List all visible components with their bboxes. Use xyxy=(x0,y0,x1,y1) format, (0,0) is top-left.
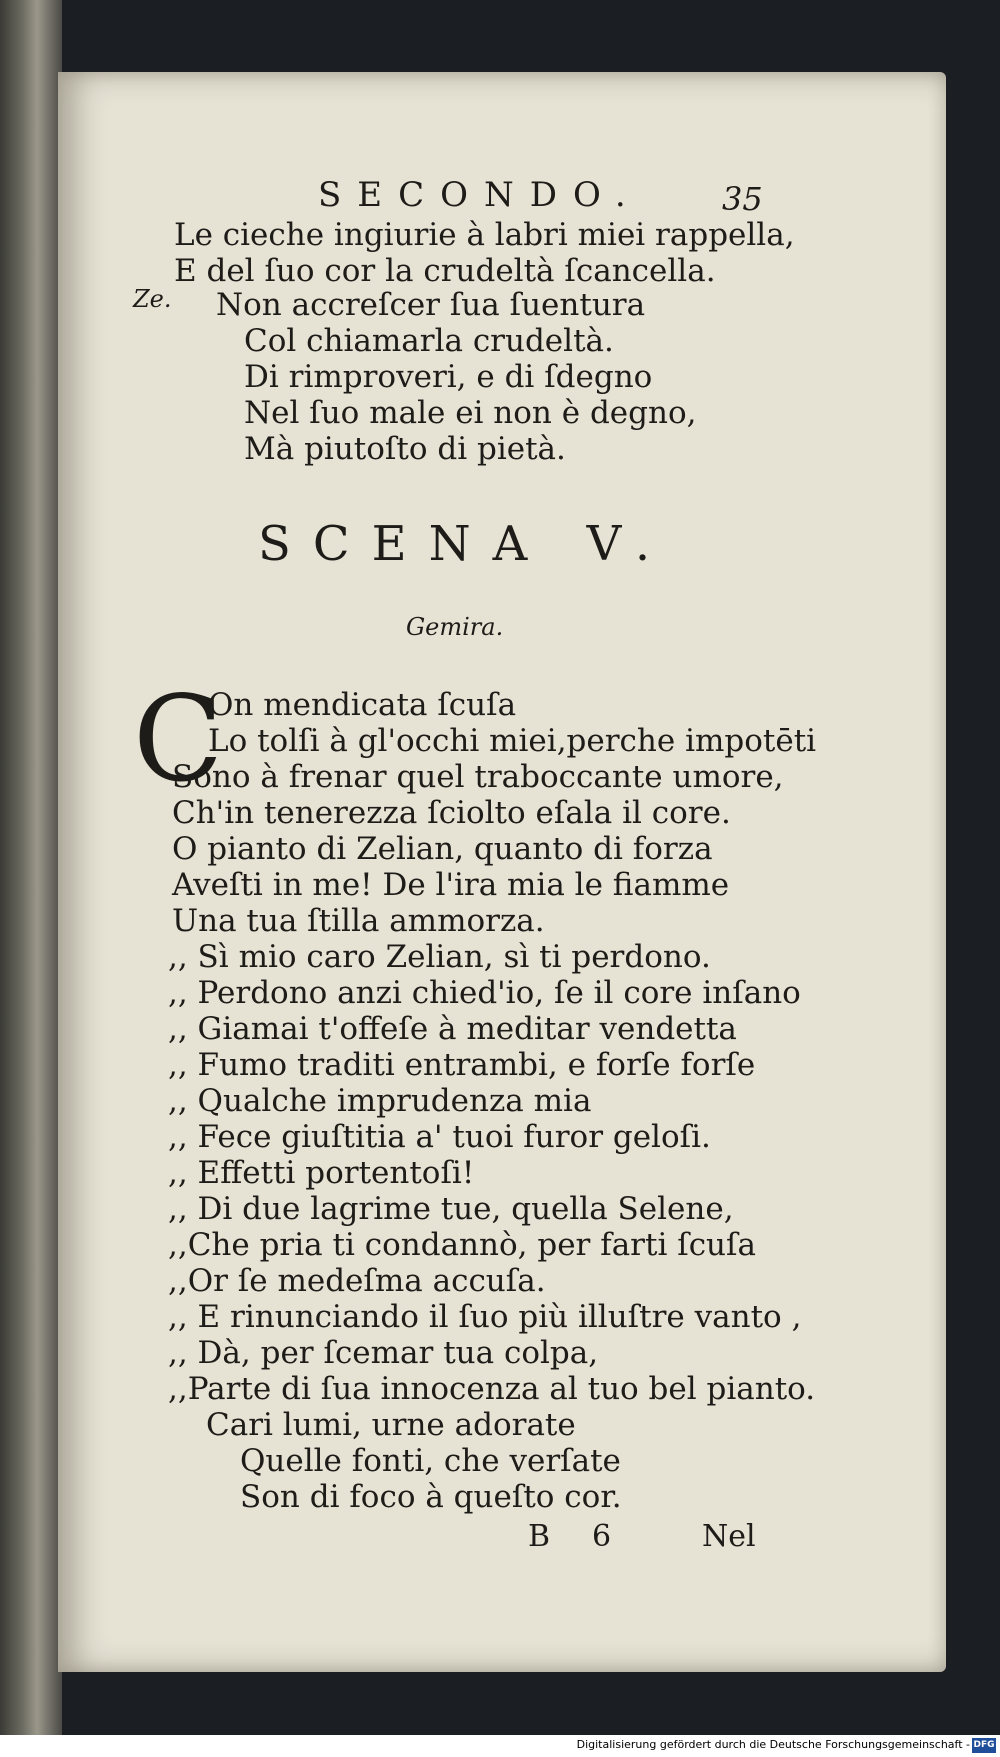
book-spine-edge xyxy=(0,0,62,1757)
page-number: 35 xyxy=(722,180,763,218)
verse-line: ,, Dà, per ſcemar tua colpa, xyxy=(168,1335,599,1371)
verse-line: Non accreſcer ſua ſuentura xyxy=(216,287,646,323)
verse-line: Di rimproveri, e di ſdegno xyxy=(244,359,653,395)
verse-line: Sono à frenar quel traboccante umore, xyxy=(172,759,784,795)
verse-line: ,, Qualche imprudenza mia xyxy=(168,1083,592,1119)
verse-line: Lo tolſi à gl'occhi miei,perche impotēti xyxy=(208,723,817,759)
verse-line: Ch'in tenerezza ſciolto eſala il core. xyxy=(172,795,731,831)
verse-line: Quelle fonti, che verſate xyxy=(240,1443,621,1479)
verse-line: Una tua ſtilla ammorza. xyxy=(172,903,545,939)
footer-credit: Digitalisierung gefördert durch die Deutsche Forschungsgemeinschaft - xyxy=(576,1738,970,1751)
verse-line: Cari lumi, urne adorate xyxy=(206,1407,576,1443)
verse-line: ,,Che pria ti condannò, per farti ſcuſa xyxy=(168,1227,756,1263)
verse-line: ,, E rinunciando il ſuo più illuſtre vanto , xyxy=(168,1299,802,1335)
verse-line: Le cieche ingiurie à labri miei rappella, xyxy=(174,217,795,253)
verse-line: ,, Fece giuſtitia a' tuoi furor geloſi. xyxy=(168,1119,711,1155)
running-head: SECONDO. xyxy=(318,175,642,215)
verse-line: Son di foco à queſto cor. xyxy=(240,1479,622,1515)
character-name: Gemira. xyxy=(406,613,504,641)
footer-bar xyxy=(0,1735,1000,1757)
verse-line: Mà piutoſto di pietà. xyxy=(244,431,566,467)
verse-line: Nel ſuo male ei non è degno, xyxy=(244,395,697,431)
verse-line: ,, Fumo traditi entrambi, e forſe forſe xyxy=(168,1047,756,1083)
catchword: Nel xyxy=(702,1519,756,1554)
signature-number: 6 xyxy=(592,1519,612,1554)
verse-line: ,, Giamai t'offeſe à meditar vendetta xyxy=(168,1011,737,1047)
verse-line: ,, Effetti portentoſi! xyxy=(168,1155,475,1191)
verse-line: ,, Perdono anzi chied'io, ſe il core inſano xyxy=(168,975,801,1011)
verse-line: ,, Sì mio caro Zelian, sì ti perdono. xyxy=(168,939,711,975)
verse-line: Aveſti in me! De l'ira mia le fiamme xyxy=(172,867,730,903)
verse-line: ,,Parte di ſua innocenza al tuo bel pianto. xyxy=(168,1371,816,1407)
speaker-label: Ze. xyxy=(133,285,172,313)
signature-mark: B xyxy=(528,1519,551,1554)
verse-line: O pianto di Zelian, quanto di forza xyxy=(172,831,713,867)
dfg-logo: DFG xyxy=(972,1738,996,1753)
verse-line: Col chiamarla crudeltà. xyxy=(244,323,614,359)
verse-line: ,,Or ſe medeſma accuſa. xyxy=(168,1263,546,1299)
drop-capital: C xyxy=(133,670,224,808)
verse-line: E del ſuo cor la crudeltà ſcancella. xyxy=(174,253,716,289)
scene-title: SCENA V. xyxy=(258,516,673,572)
verse-line: ,, Di due lagrime tue, quella Selene, xyxy=(168,1191,734,1227)
verse-line: On mendicata ſcuſa xyxy=(208,687,517,723)
